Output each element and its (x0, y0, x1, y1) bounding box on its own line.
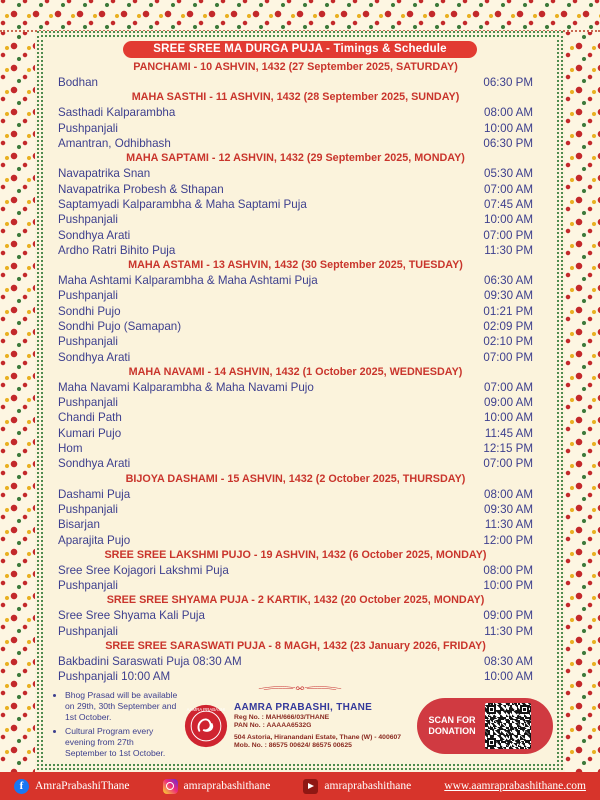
event-label: Sasthadi Kalparambha (58, 106, 176, 120)
event-label: Sondhi Pujo (Samapan) (58, 320, 182, 333)
event-time: 07:45 AM (484, 197, 533, 211)
event-time: 06:30 PM (483, 137, 533, 151)
organization-logo (183, 703, 229, 749)
ornamental-border-top (0, 0, 600, 32)
schedule-row (58, 288, 533, 303)
schedule-row (58, 197, 533, 212)
organization-info (234, 702, 412, 751)
website-url: www.aamraprabashithane.com (444, 780, 586, 792)
schedule-row (58, 349, 533, 364)
schedule-row (58, 212, 533, 227)
event-label: Sree Sree Kojagori Lakshmi Puja (58, 563, 229, 577)
event-time: 01:21 PM (483, 304, 533, 318)
schedule-row (58, 578, 533, 593)
content-frame (37, 31, 563, 770)
page-title: SREE SREE MA DURGA PUJA - Timings & Schedule (123, 41, 477, 58)
event-label: Sondhi Pujo (58, 304, 121, 318)
event-time: 11:30 AM (484, 518, 533, 532)
schedule-row (58, 273, 533, 288)
qr-finder-pattern (487, 705, 496, 714)
event-time: 09:00 PM (483, 609, 533, 623)
qr-finder-pattern (487, 738, 496, 747)
event-time: 10:00 PM (483, 579, 533, 593)
event-label: Dashami Puja (58, 487, 131, 501)
event-time: 02:10 PM (483, 335, 533, 349)
schedule-list (43, 60, 557, 685)
instagram-link[interactable] (163, 779, 271, 794)
schedule-row (58, 227, 533, 242)
event-label: Pushpanjali (58, 502, 118, 516)
event-label: Bodhan (58, 76, 98, 90)
event-time: 05:30 AM (484, 167, 533, 181)
event-label: Pushpanjali (58, 396, 118, 410)
event-time: 10:00 AM (484, 670, 533, 684)
event-label: Kumari Pujo (58, 426, 122, 440)
event-label: Navapatrika Probesh & Sthapan (58, 182, 224, 196)
schedule-row (58, 487, 533, 502)
event-time: 09:00 AM (484, 396, 533, 410)
section-header: SREE SREE SHYAMA PUJA - 2 KARTIK, 1432 (20 October 2025, MONDAY) (106, 594, 485, 607)
event-time: 08:00 PM (483, 563, 533, 577)
schedule-row (58, 654, 533, 669)
event-time: 09:30 AM (484, 502, 533, 516)
event-time: 08:00 AM (484, 106, 533, 120)
section-header: MAHA NAVAMI - 14 ASHVIN, 1432 (1 October 2025, WEDNESDAY) (128, 365, 463, 378)
event-label: Pushpanjali (58, 335, 118, 349)
event-time: 07:00 AM (484, 182, 533, 196)
note-item: • Cultural Program every evening from 27th September to 1st October. (65, 726, 178, 759)
event-label: Bisarjan (58, 518, 100, 532)
schedule-row (58, 304, 533, 319)
event-label: Maha Ashtami Kalparambha & Maha Ashtami Puja (58, 274, 318, 288)
organization-name: AAMRA PRABASHI, THANE (234, 701, 373, 713)
schedule-row (58, 426, 533, 441)
schedule-row (58, 181, 533, 196)
instagram-handle: amraprabashithane (183, 780, 271, 792)
event-label: Bakbadini Saraswati Puja 08:30 AM (58, 655, 242, 669)
event-time: 12:15 PM (483, 442, 533, 456)
schedule-row (58, 517, 533, 532)
youtube-icon (303, 779, 318, 794)
qr-finder-pattern (520, 705, 529, 714)
youtube-handle: amraprabashithane (324, 780, 412, 792)
schedule-row (58, 136, 533, 151)
schedule-row (58, 243, 533, 258)
event-label: Pushpanjali (58, 213, 118, 227)
org-reg-no: Reg No. : MAH/666/03/THANE (234, 713, 330, 721)
event-time: 07:00 PM (483, 457, 533, 471)
org-mobile: Mob. No. : 86575 00624/ 86575 00625 (234, 742, 352, 749)
section-header: SREE SREE SARASWATI PUJA - 8 MAGH, 1432 (23 January 2026, FRIDAY) (105, 639, 486, 652)
footer (43, 690, 557, 764)
donation-pill[interactable] (417, 698, 553, 754)
event-time: 10:00 AM (484, 121, 533, 135)
event-label: Pushpanjali (58, 121, 118, 135)
schedule-row (58, 166, 533, 181)
social-bar (0, 772, 600, 800)
note-item: • Bhog Prasad will be available on 29th, 30th September and 1st October. (65, 690, 178, 723)
event-label: Pushpanjali (58, 579, 118, 593)
youtube-link[interactable] (303, 779, 411, 794)
event-label: Pushpanjali 10:00 AM (58, 670, 171, 684)
section-header: PANCHAMI - 10 ASHVIN, 1432 (27 September 2025, SATURDAY) (133, 61, 458, 73)
event-label: Maha Navami Kalparambha & Maha Navami Pujo (58, 380, 314, 394)
schedule-row (58, 410, 533, 425)
event-label: Sondhya Arati (58, 457, 131, 471)
event-label: Chandi Path (58, 411, 122, 425)
event-time: 11:45 AM (484, 426, 533, 440)
section-header: MAHA SASTHI - 11 ASHVIN, 1432 (28 September 2025, SUNDAY) (131, 91, 460, 104)
ornamental-border-left (0, 32, 35, 772)
schedule-row (58, 502, 533, 517)
facebook-link[interactable] (14, 779, 130, 794)
schedule-row (58, 395, 533, 410)
donation-qr-code[interactable] (485, 703, 531, 749)
schedule-row (58, 121, 533, 136)
schedule-row (58, 334, 533, 349)
event-label: Navapatrika Snan (58, 167, 151, 181)
event-label: Saptamyadi Kalparambha & Maha Saptami Puja (58, 197, 307, 211)
donation-label: SCAN FOR DONATION (428, 715, 476, 736)
schedule-row (58, 608, 533, 623)
event-time: 10:00 AM (484, 411, 533, 425)
event-time: 08:00 AM (484, 487, 533, 501)
section-header: BIJOYA DASHAMI - 15 ASHVIN, 1432 (2 October 2025, THURSDAY) (125, 472, 466, 485)
event-label: Aparajita Pujo (58, 533, 131, 547)
schedule-row (58, 532, 533, 547)
section-header: MAHA SAPTAMI - 12 ASHVIN, 1432 (29 September 2025, MONDAY) (126, 152, 465, 165)
event-time: 09:30 AM (484, 289, 533, 303)
schedule-row (58, 105, 533, 120)
ornamental-border-right (565, 32, 600, 772)
facebook-handle: AmraPrabashiThane (35, 780, 130, 792)
event-time: 11:30 PM (484, 243, 533, 257)
event-time: 08:30 AM (484, 655, 533, 669)
website-link[interactable] (444, 780, 586, 792)
notes-list (53, 690, 178, 762)
schedule-row (58, 669, 533, 684)
event-time: 07:00 PM (483, 350, 533, 364)
event-label: Pushpanjali (58, 624, 118, 638)
org-pan-no: PAN No. : AAAAA6532G (234, 722, 312, 729)
schedule-row (58, 319, 533, 334)
schedule-row (58, 75, 533, 90)
event-time: 07:00 AM (484, 380, 533, 394)
event-label: Sondhya Arati (58, 350, 131, 364)
event-label: Sree Sree Shyama Kali Puja (58, 609, 205, 623)
event-time: 06:30 AM (484, 274, 533, 288)
instagram-icon (163, 779, 178, 794)
event-time: 11:30 PM (484, 624, 533, 638)
org-address: 504 Astoria, Hiranandani Estate, Thane (W) - 400607 (234, 733, 402, 741)
event-time: 12:00 PM (483, 533, 533, 547)
schedule-row (58, 563, 533, 578)
event-time: 02:09 PM (483, 320, 533, 333)
logo-arc-text: AAMRA PRABASHI (186, 707, 226, 713)
event-label: Pushpanjali (58, 289, 118, 303)
facebook-icon (14, 779, 29, 794)
event-time: 07:00 PM (483, 228, 533, 242)
schedule-row (58, 441, 533, 456)
event-label: Ardho Ratri Bihito Puja (58, 243, 176, 257)
section-header: MAHA ASTAMI - 13 ASHVIN, 1432 (30 September 2025, TUESDAY) (128, 258, 463, 271)
event-label: Hom (58, 442, 83, 456)
schedule-row (58, 380, 533, 395)
schedule-row (58, 456, 533, 471)
event-time: 06:30 PM (483, 76, 533, 90)
event-label: Sondhya Arati (58, 228, 131, 242)
schedule-row (58, 624, 533, 639)
section-header: SREE SREE LAKSHMI PUJO - 19 ASHVIN, 1432 (6 October 2025, MONDAY) (104, 548, 487, 561)
event-label: Amantran, Odhibhash (58, 137, 171, 151)
event-time: 10:00 AM (484, 213, 533, 227)
